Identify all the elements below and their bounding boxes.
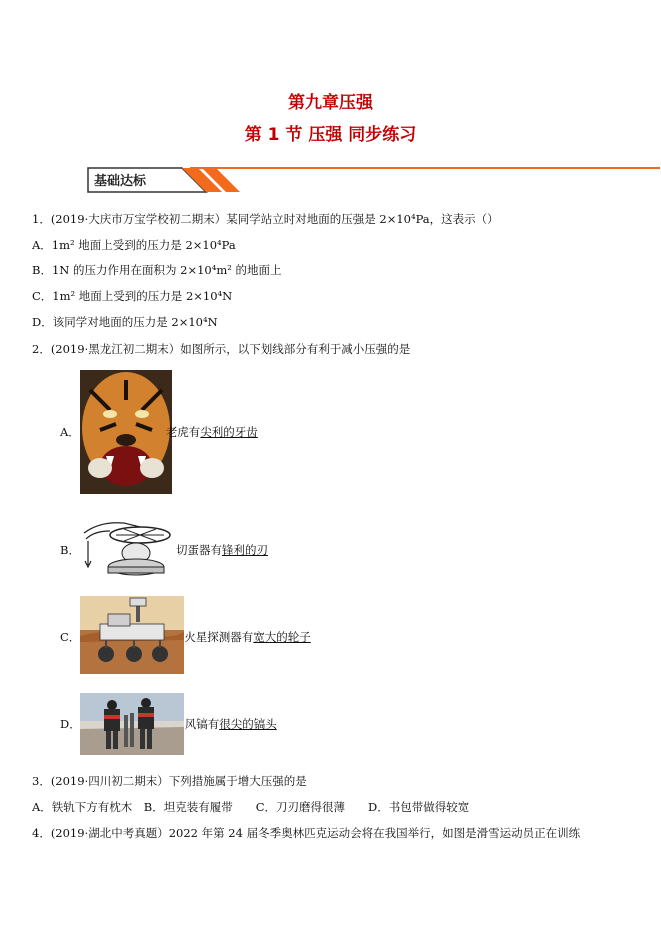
section-badge — [86, 166, 646, 194]
q2-option-a — [60, 425, 258, 439]
section-title: 第 1 节 压强 同步练习 — [244, 125, 417, 145]
option-text: 老虎有 — [165, 425, 201, 439]
chapter-title: 第九章压强 — [288, 93, 373, 113]
q1-option-c: C．1m² 地面上受到的压力是 2×10⁴N — [32, 289, 233, 303]
q2-stem: 2．(2019·黑龙江初二期末）如图所示，以下划线部分有利于减小压强的是 — [32, 342, 411, 356]
q2-option-d — [60, 717, 277, 731]
option-underlined: 很尖的镐头 — [219, 717, 277, 731]
q3-stem: 3．(2019·四川初二期末）下列措施属于增大压强的是 — [32, 774, 307, 788]
option-underlined: 尖利的牙齿 — [200, 425, 258, 439]
badge-label: 基础达标 — [94, 174, 147, 189]
q4-stem: 4．(2019·湖北中考真题）2022 年第 24 届冬季奥林匹克运动会将在我国举行，如图是滑雪运动员正在训练 — [32, 826, 581, 840]
option-text: 切蛋器有 — [175, 543, 222, 557]
option-letter: C． — [60, 630, 81, 644]
q2-option-c — [60, 630, 311, 644]
option-letter: B． — [60, 543, 80, 557]
q1-option-d: D．该同学对地面的压力是 2×10⁴N — [32, 315, 218, 329]
q1-option-a: A．1m² 地面上受到的压力是 2×10⁴Pa — [32, 238, 236, 252]
q2-option-b — [60, 543, 268, 557]
option-underlined: 锋利的刃 — [221, 543, 268, 557]
q3-options: A．铁轨下方有枕木 B．坦克装有履带 C．刀刃磨得很薄 D．书包带做得较宽 — [32, 800, 470, 814]
option-letter: A． — [60, 425, 80, 439]
q1-stem: 1．(2019·大庆市万宝学校初二期末）某同学站立时对地面的压强是 2×10⁴Pa，这表示（） — [32, 212, 499, 226]
option-underlined: 宽大的轮子 — [253, 630, 311, 644]
badge-rule — [190, 167, 660, 171]
option-text: 风镐有 — [184, 717, 220, 731]
option-text: 火星探测器有 — [184, 630, 254, 644]
q1-option-b: B．1N 的压力作用在面积为 2×10⁴m² 的地面上 — [32, 263, 282, 277]
option-letter: D． — [60, 717, 81, 731]
